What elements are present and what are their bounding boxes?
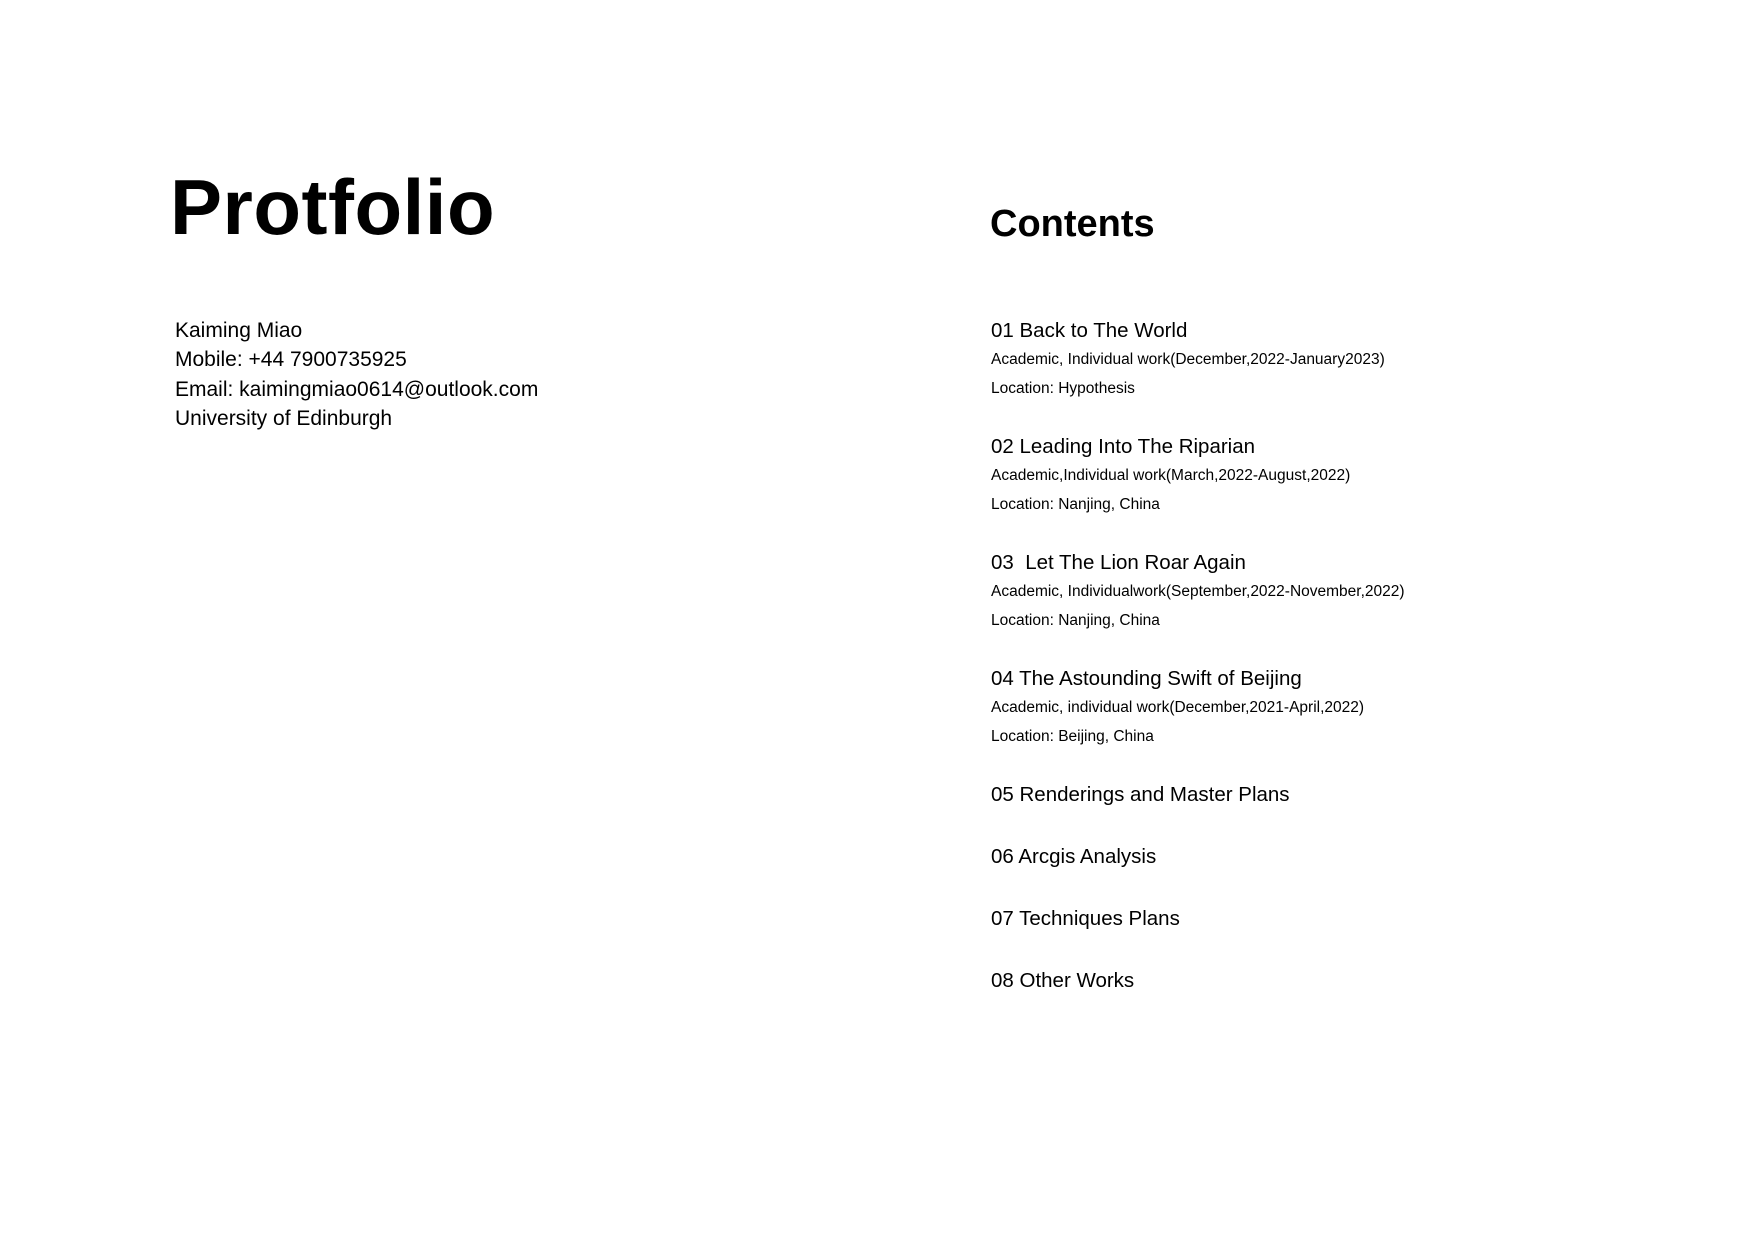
- toc-entry-location: Location: Nanjing, China: [991, 496, 1160, 513]
- toc-entry-02: [991, 433, 1711, 519]
- toc-entry-title[interactable]: 01 Back to The World: [991, 319, 1188, 342]
- toc-entry-07: [991, 905, 1711, 933]
- toc-entry-05: [991, 781, 1711, 809]
- toc-entry-location: Location: Beijing, China: [991, 728, 1154, 745]
- toc-entry-title[interactable]: 06 Arcgis Analysis: [991, 845, 1157, 868]
- university-name: University of Edinburgh: [175, 406, 393, 430]
- toc-entry-08: [991, 967, 1711, 995]
- toc-entry-03: [991, 549, 1711, 635]
- email-address: Email: kaimingmiao0614@outlook.com: [175, 377, 539, 401]
- toc-entry-title[interactable]: 02 Leading Into The Riparian: [991, 435, 1256, 458]
- toc-entry-detail: Academic,Individual work(March,2022-August,2022): [991, 467, 1351, 484]
- toc-entry-location: Location: Nanjing, China: [991, 612, 1160, 629]
- author-name: Kaiming Miao: [175, 319, 303, 342]
- toc-entry-detail: Academic, Individualwork(September,2022-November,2022): [991, 583, 1405, 600]
- toc-entry-title[interactable]: 04 The Astounding Swift of Beijing: [991, 667, 1302, 690]
- toc-entry-title[interactable]: 07 Techniques Plans: [991, 907, 1180, 930]
- toc-entry-title[interactable]: 05 Renderings and Master Plans: [991, 783, 1290, 806]
- toc-entry-04: [991, 665, 1711, 751]
- toc-entry-title[interactable]: 03 Let The Lion Roar Again: [991, 551, 1246, 574]
- toc-entry-location: Location: Hypothesis: [991, 380, 1135, 397]
- toc-entry-detail: Academic, individual work(December,2021-April,2022): [991, 699, 1365, 716]
- toc-entry-01: [991, 317, 1711, 403]
- contents-heading: Contents: [990, 203, 1155, 245]
- toc-entry-06: [991, 843, 1711, 871]
- toc-entry-title[interactable]: 08 Other Works: [991, 969, 1135, 992]
- mobile-number: Mobile: +44 7900735925: [175, 348, 407, 372]
- toc-entry-detail: Academic, Individual work(December,2022-January2023): [991, 351, 1385, 368]
- contact-block: [175, 316, 538, 433]
- page-title: Protfolio: [170, 163, 496, 251]
- contents-list: [991, 317, 1711, 1029]
